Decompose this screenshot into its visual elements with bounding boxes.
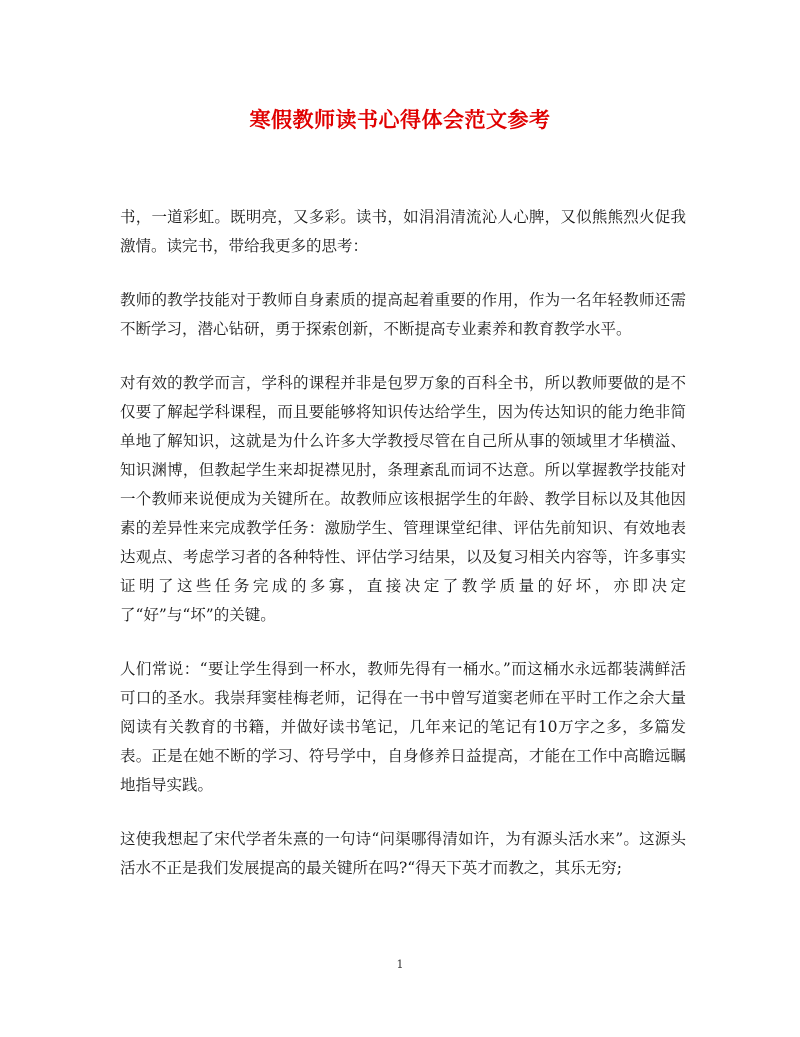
- document-title: 寒假教师读书心得体会范文参考: [249, 107, 551, 132]
- paragraph-2: 教师的教学技能对于教师自身素质的提高起着重要的作用，作为一名年轻教师还需不断学习，潜心钻研，勇于探索创新，不断提高专业素养和教育教学水平。: [120, 291, 686, 338]
- paragraph-3: 对有效的教学而言，学科的课程并非是包罗万象的百科全书，所以教师要做的是不仅要了解起学科课程，而且要能够将知识传达给学生，因为传达知识的能力绝非简单地了解知识，这就是为什么许多大学教授尽管在自己所从事的领域里才华横溢、知识渊博，但教起学生来却捉襟见肘，条理紊乱而词不达意。所以掌握教学技能对一个教师来说便成为关键所在。故教师应该根据学生的年龄、教学目标以及其他因素的差异性来完成教学任务：激励学生、管理课堂纪律、评估先前知识、有效地表达观点、考虑学习者的各种特性、评估学习结果，以及复习相关内容等，许多事实证明了这些任务完成的多寡，直接决定了教学质量的好坏，亦即决定了“好”与“坏”的关键。: [120, 374, 686, 624]
- document-body: [120, 203, 686, 908]
- paragraph-4: 人们常说：“要让学生得到一杯水，教师先得有一桶水。”而这桶水永远都装满鲜活可口的圣水。我崇拜窦桂梅老师，记得在一书中曾写道窦老师在平时工作之余大量阅读有关教育的书籍，并做好读书笔记，几年来记的笔记有10万字之多，多篇发表。正是在她不断的学习、符号学中，自身修养日益提高，才能在工作中高瞻远瞩地指导实践。: [120, 660, 686, 794]
- paragraph-1: 书，一道彩虹。既明亮，又多彩。读书，如涓涓清流沁人心脾，又似熊熊烈火促我激情。读完书，带给我更多的思考：: [120, 208, 686, 255]
- paragraph-5: 这使我想起了宋代学者朱熹的一句诗“问渠哪得清如许，为有源头活水来”。这源头活水不正是我们发展提高的最关键所在吗?“得天下英才而教之，其乐无穷;: [120, 830, 686, 877]
- page-number: 1: [396, 958, 404, 971]
